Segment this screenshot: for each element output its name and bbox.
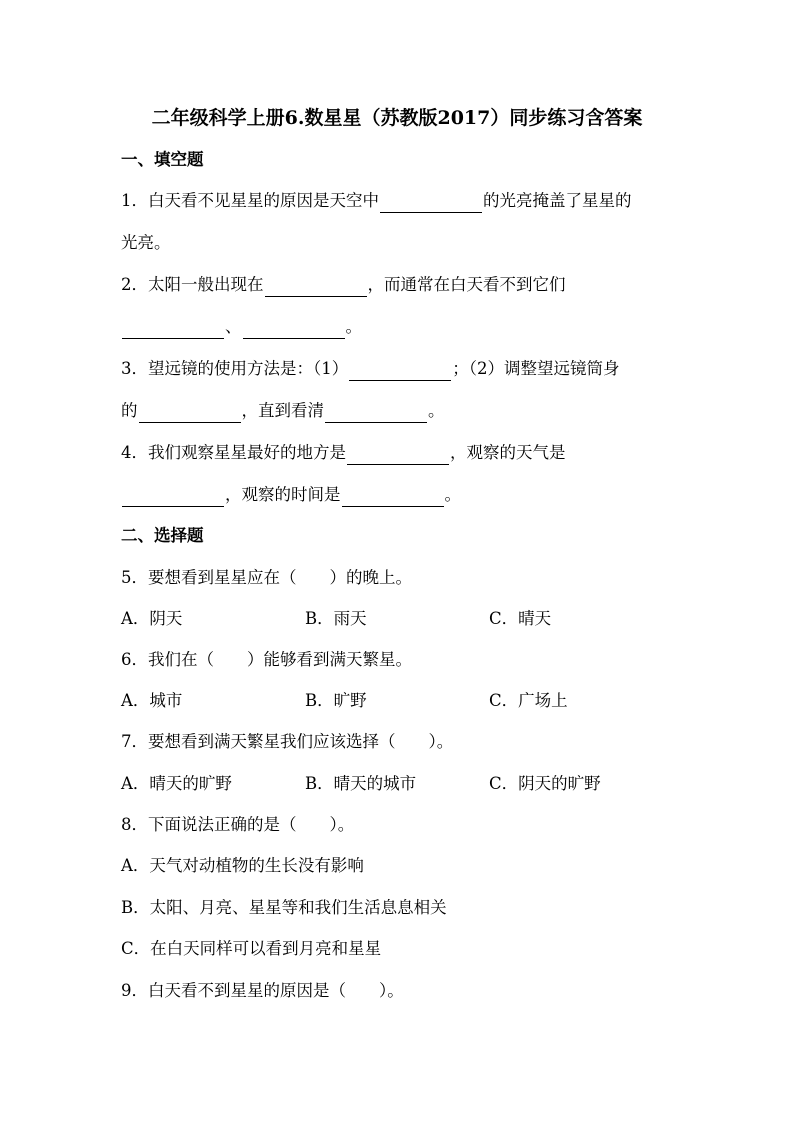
question-3-continued: 的 ，直到看清 。	[121, 399, 701, 423]
question-1-continued: 光亮。	[121, 233, 171, 252]
option-a[interactable]: A．晴天的旷野	[121, 774, 232, 793]
option-a[interactable]: A．阴天	[121, 609, 183, 628]
question-6-options	[121, 689, 701, 713]
question-9: 9．白天看不到星星的原因是（ ）。	[121, 981, 404, 1000]
option-c[interactable]: C．阴天的旷野	[489, 774, 601, 793]
option-a[interactable]: A．天气对动植物的生长没有影响	[121, 856, 364, 875]
answer-blank[interactable]	[243, 319, 345, 339]
answer-blank[interactable]	[349, 361, 451, 381]
question-7-options	[121, 772, 701, 796]
question-2-continued: 、 。	[121, 315, 701, 339]
option-b[interactable]: B．太阳、月亮、星星等和我们生活息息相关	[121, 898, 447, 917]
answer-blank[interactable]	[380, 193, 482, 213]
option-b[interactable]: B．旷野	[305, 691, 367, 710]
section-heading-multiple-choice: 二、选择题	[121, 526, 204, 545]
question-5-options	[121, 607, 701, 631]
option-a[interactable]: A．城市	[121, 691, 183, 710]
option-b[interactable]: B．雨天	[305, 609, 367, 628]
option-c[interactable]: C．广场上	[489, 691, 568, 710]
answer-blank[interactable]	[122, 487, 224, 507]
answer-blank[interactable]	[342, 487, 444, 507]
question-8: 8．下面说法正确的是（ ）。	[121, 815, 355, 834]
question-3: 3．望远镜的使用方法是：（1） ；（2）调整望远镜筒身	[121, 357, 701, 381]
question-6: 6．我们在（ ）能够看到满天繁星。	[121, 650, 412, 669]
section-heading-fill-blank: 一、填空题	[121, 150, 204, 169]
answer-blank[interactable]	[325, 403, 427, 423]
page-title: 二年级科学上册6.数星星（苏教版2017）同步练习含答案	[151, 107, 643, 129]
question-2: 2．太阳一般出现在 ，而通常在白天看不到它们	[121, 273, 701, 297]
answer-blank[interactable]	[265, 277, 367, 297]
option-b[interactable]: B．晴天的城市	[305, 774, 417, 793]
question-1: 1．白天看不见星星的原因是天空中 的光亮掩盖了星星的	[121, 189, 701, 213]
answer-blank[interactable]	[347, 445, 449, 465]
question-7: 7．要想看到满天繁星我们应该选择（ ）。	[121, 732, 454, 751]
question-4-continued: ，观察的时间是 。	[121, 483, 701, 507]
answer-blank[interactable]	[122, 319, 224, 339]
option-c[interactable]: C．在白天同样可以看到月亮和星星	[121, 939, 382, 958]
answer-blank[interactable]	[139, 403, 241, 423]
option-c[interactable]: C．晴天	[489, 609, 552, 628]
question-4: 4．我们观察星星最好的地方是 ，观察的天气是	[121, 441, 701, 465]
question-5: 5．要想看到星星应在（ ）的晚上。	[121, 568, 412, 587]
